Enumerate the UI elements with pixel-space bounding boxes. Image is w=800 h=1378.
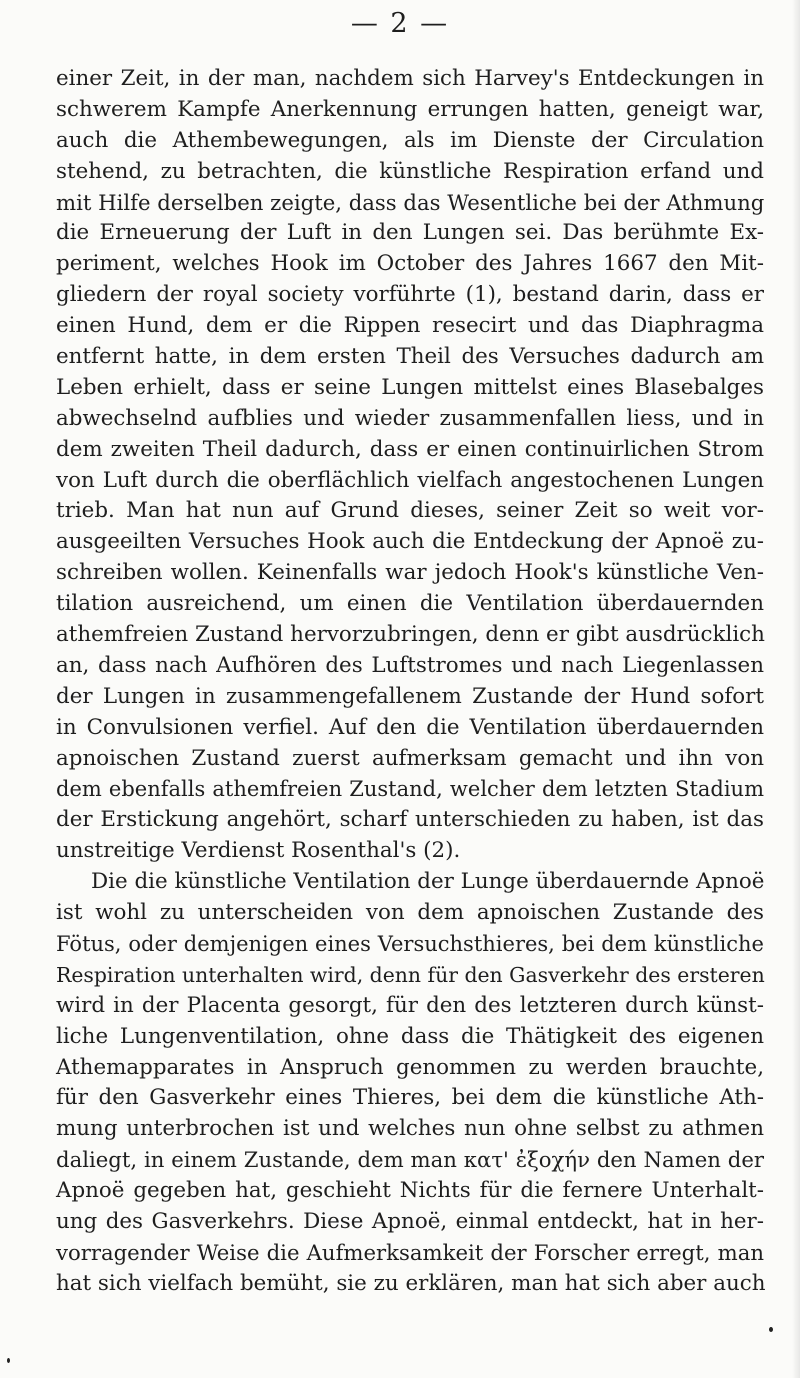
text-line: schwerem Kampfe Anerkennung errungen hatten, geneigt war, bbox=[56, 96, 764, 122]
page-number: — 2 — bbox=[350, 8, 450, 39]
text-line: ist wohl zu unterscheiden von dem apnoischen Zustande des bbox=[56, 900, 764, 926]
text-line: auch die Athembewegungen, als im Dienste der Circulation bbox=[56, 127, 764, 153]
text-line: Die die künstliche Ventilation der Lunge überdauernde Apnoë bbox=[91, 869, 765, 895]
text-line: tilation ausreichend, um einen die Ventilation überdauernden bbox=[56, 591, 764, 617]
text-line: einen Hund, dem er die Rippen resecirt und das Diaphragma bbox=[56, 313, 764, 339]
text-line: stehend, zu betrachten, die künstliche Respiration erfand und bbox=[56, 158, 764, 184]
text-line: schreiben wollen. Keinenfalls war jedoch Hook's künstliche Ven- bbox=[56, 560, 764, 586]
text-line: gliedern der royal society vorführte (1), bestand darin, dass er bbox=[56, 282, 764, 308]
text-line: an, dass nach Aufhören des Luftstromes und nach Liegenlassen bbox=[56, 652, 764, 678]
text-line: in Convulsionen verfiel. Auf den die Ventilation überdauernden bbox=[56, 714, 764, 740]
body-text bbox=[56, 64, 764, 1300]
text-line: dem ebenfalls athemfreien Zustand, welcher dem letzten Stadium bbox=[56, 777, 764, 802]
text-line: apnoischen Zustand zuerst aufmerksam gemacht und ihn von bbox=[56, 745, 764, 771]
text-line: abwechselnd aufblies und wieder zusammenfallen liess, und in bbox=[56, 405, 764, 431]
text-line: liche Lungenventilation, ohne dass die Thätigkeit des eigenen bbox=[56, 1023, 764, 1049]
text-line: entfernt hatte, in dem ersten Theil des Versuches dadurch am bbox=[56, 344, 764, 370]
text-line: Respiration unterhalten wird, denn für den Gasverkehr des ersteren bbox=[56, 962, 765, 987]
text-line: vorragender Weise die Aufmerksamkeit der Forscher erregt, man bbox=[56, 1239, 764, 1265]
text-line: mit Hilfe derselben zeigte, dass das Wesentliche bei der Athmung bbox=[56, 189, 765, 215]
text-line: von Luft durch die oberflächlich vielfach angestochenen Lungen bbox=[56, 467, 764, 493]
text-line: athemfreien Zustand hervorzubringen, denn er gibt ausdrücklich bbox=[56, 622, 765, 648]
text-line: für den Gasverkehr eines Thieres, bei dem die künstliche Ath- bbox=[56, 1085, 764, 1111]
text-line: die Erneuerung der Luft in den Lungen sei. Das berühmte Ex- bbox=[56, 220, 764, 246]
text-line: der Erstickung angehört, scharf unterschieden zu haben, ist das bbox=[56, 807, 764, 833]
text-line: mung unterbrochen ist und welches nun ohne selbst zu athmen bbox=[56, 1116, 764, 1142]
text-line: ung des Gasverkehrs. Diese Apnoë, einmal entdeckt, hat in her- bbox=[56, 1208, 764, 1234]
text-line: einer Zeit, in der man, nachdem sich Harvey's Entdeckungen in bbox=[56, 66, 764, 91]
text-line: daliegt, in einem Zustande, dem man κατ' ἐξοχήν den Namen der bbox=[56, 1147, 764, 1173]
text-line: Leben erhielt, dass er seine Lungen mittelst eines Blasebalges bbox=[56, 374, 764, 400]
text-line: hat sich vielfach bemüht, sie zu erklären, man hat sich aber auch bbox=[56, 1270, 766, 1296]
text-line: der Lungen in zusammengefallenem Zustande der Hund sofort bbox=[56, 683, 764, 709]
text-line: ausgeeilten Versuches Hook auch die Entdeckung der Apnoë zu- bbox=[56, 529, 764, 555]
text-line: trieb. Man hat nun auf Grund dieses, seiner Zeit so weit vor- bbox=[56, 498, 764, 524]
text-line: unstreitige Verdienst Rosenthal's (2). bbox=[56, 838, 461, 864]
text-line: Fötus, oder demjenigen eines Versuchsthieres, bei dem künstliche bbox=[56, 931, 764, 956]
text-line: periment, welches Hook im October des Jahres 1667 den Mit- bbox=[56, 251, 764, 277]
text-line: wird in der Placenta gesorgt, für den des letzteren durch künst- bbox=[56, 992, 764, 1018]
text-line: dem zweiten Theil dadurch, dass er einen continuirlichen Strom bbox=[56, 436, 764, 462]
text-line: Apnoë gegeben hat, geschieht Nichts für die fernere Unterhalt- bbox=[56, 1178, 764, 1204]
text-line: Athemapparates in Anspruch genommen zu werden brauchte, bbox=[56, 1054, 764, 1080]
print-speck bbox=[7, 1358, 10, 1363]
page-edge-shadow bbox=[792, 0, 800, 1378]
print-speck bbox=[769, 1327, 773, 1332]
